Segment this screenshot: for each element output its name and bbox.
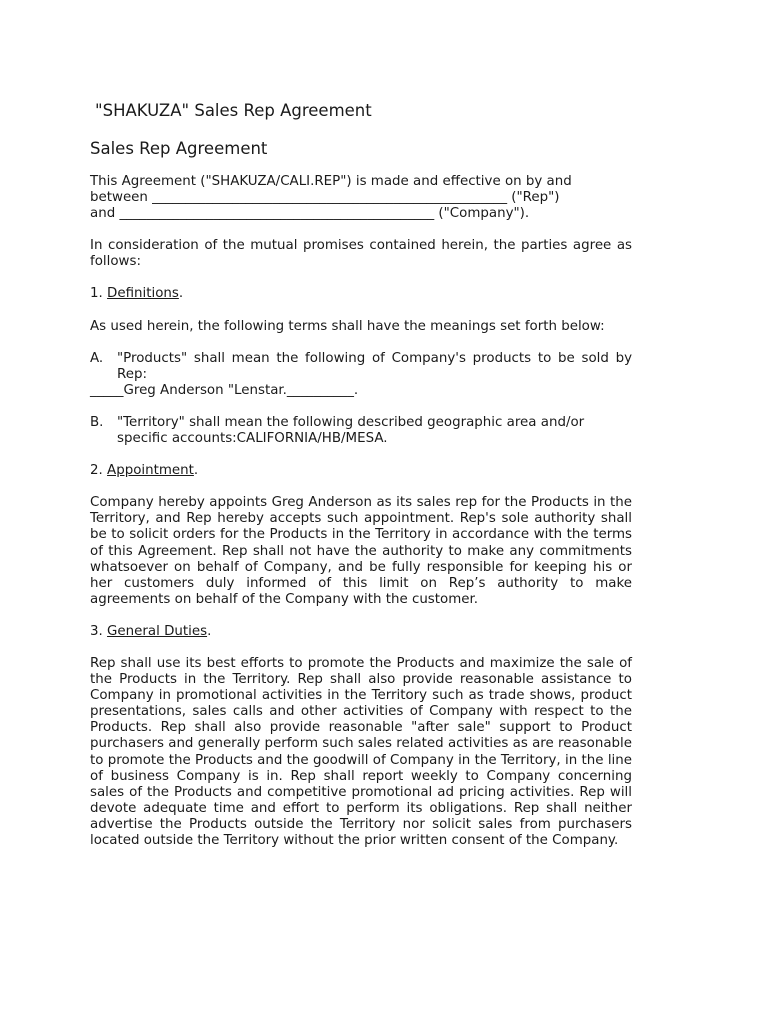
intro-line-3 (90, 206, 632, 222)
section-3-number: 3. (90, 623, 103, 639)
agreement-heading: Sales Rep Agreement (90, 139, 268, 158)
definition-text-b: "Territory" shall mean the following described geographic area and/or specific accounts:CALIFORNIA/HB/MESA. (117, 414, 585, 447)
section-1-heading (90, 286, 632, 302)
section-2-title: Appointment (107, 463, 194, 479)
consideration-paragraph: In consideration of the mutual promises contained herein, the parties agree as follows: (90, 238, 632, 270)
definition-letter-a: A. (90, 350, 104, 366)
definition-text-a: "Products" shall mean the following of Company's products to be sold by Rep: (117, 350, 632, 382)
section-3-title: General Duties (107, 623, 208, 639)
company-blank: _______________________________________________ (119, 206, 435, 222)
definition-continuation-a: _____Greg Anderson "Lenstar.__________. (90, 382, 359, 398)
section-2-body: Company hereby appoints Greg Anderson as its sales rep for the Products in the Territory, and Rep hereby accepts such appointment. Rep's sole authority shall be to solicit orders for the Products in the Territory in accordance with the terms of this Agreement. Rep shall not have the authority to make any commitments whatsoever on behalf of Company, and be fully responsible for keeping his or her customers duly informed of this limit on Rep’s authority to make agreements on behalf of the Company with the customer. (90, 495, 632, 607)
section-3-body: Rep shall use its best efforts to promote the Products and maximize the sale of the Products in the Territory. Rep shall also provide reasonable assistance to Company in promotional activities in the Territory such as trade shows, product presentations, sales calls and other activities of Company with respect to the Products. Rep shall also provide reasonable "after sale" support to Product purchasers and generally perform such sales related activities as are reasonable to promote the Products and the goodwill of Company in the Territory, in the line of business Company is in. Rep shall report weekly to Company concerning sales of the Products and competitive promotional ad pricing activities. Rep will devote adequate time and effort to perform its obligations. Rep shall neither advertise the Products outside the Territory nor solicit sales from purchasers located outside the Territory without the prior written consent of the Company. (90, 655, 632, 848)
section-1-number: 1. (90, 286, 103, 302)
definition-item-a (90, 351, 632, 399)
section-1-lead: As used herein, the following terms shall have the meanings set forth below: (90, 318, 605, 334)
definition-letter-b: B. (90, 414, 104, 430)
section-2-period: . (193, 463, 199, 479)
and-label: and (90, 206, 116, 222)
section-2-number: 2. (90, 463, 103, 479)
intro-line-1: This Agreement ("SHAKUZA/CALI.REP") is made and effective on by and (90, 174, 572, 189)
rep-label: ("Rep") (511, 190, 560, 206)
between-label: between (90, 190, 148, 206)
intro-paragraph (90, 174, 632, 222)
document-page (90, 100, 632, 849)
section-1-period: . (178, 286, 184, 302)
section-3-heading (90, 624, 632, 640)
document-title: "SHAKUZA" Sales Rep Agreement (95, 101, 372, 120)
section-1-title: Definitions (107, 286, 179, 302)
intro-line-2 (90, 190, 632, 206)
section-3-period: . (207, 623, 212, 639)
rep-blank: _____________________________________________________ (152, 190, 508, 206)
definition-item-b (90, 415, 632, 447)
section-2-heading (90, 463, 632, 479)
company-label: ("Company"). (438, 206, 530, 222)
